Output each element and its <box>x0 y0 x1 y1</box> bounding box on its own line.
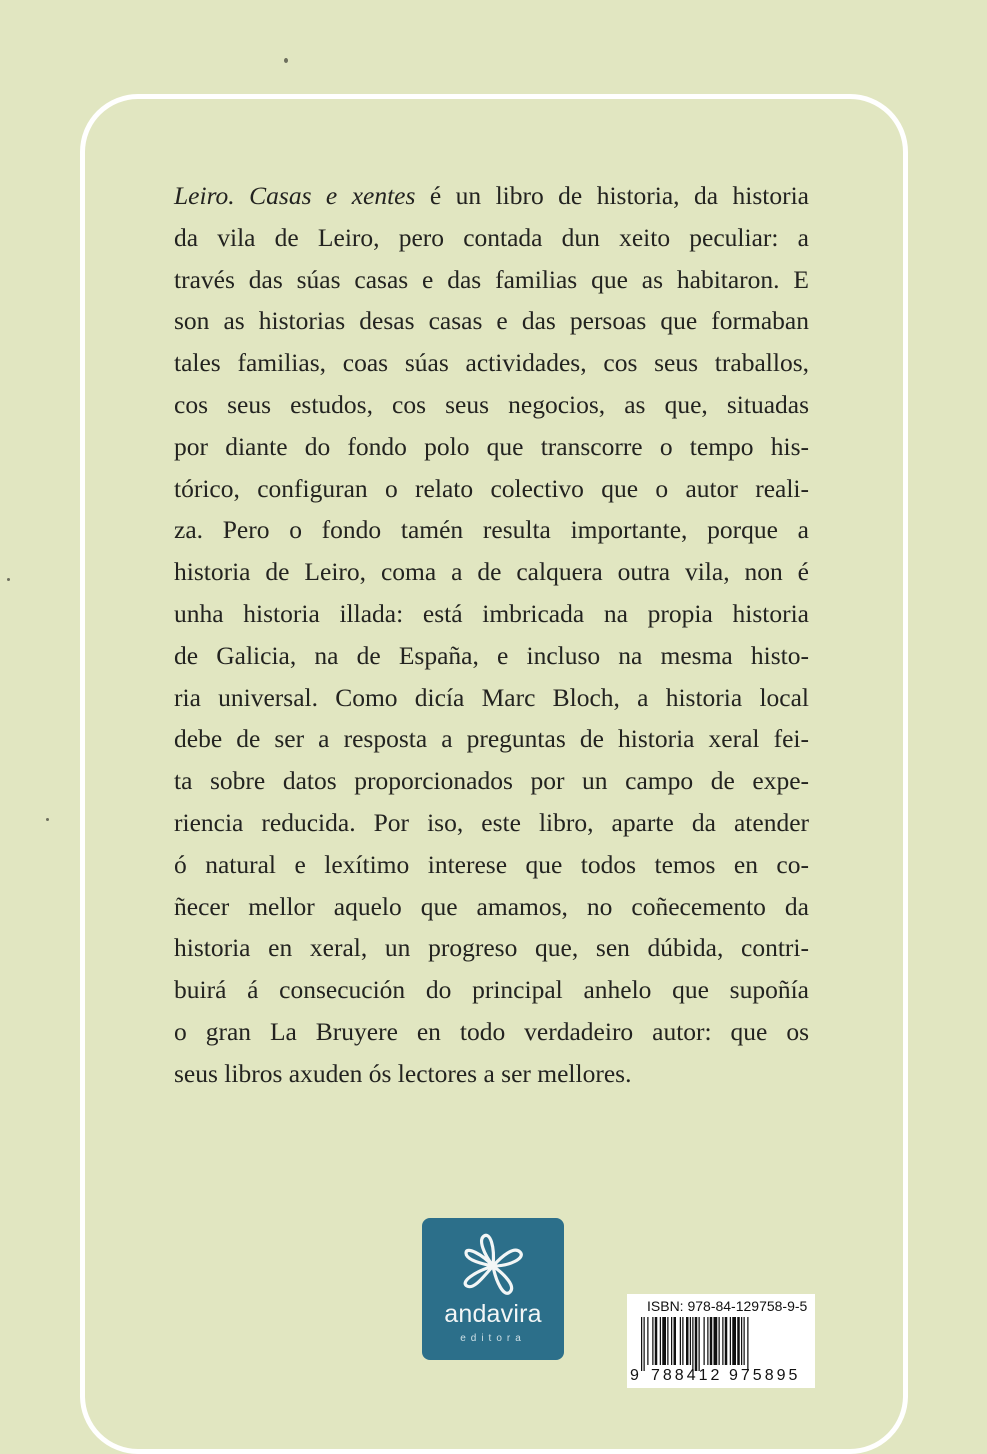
barcode-bar <box>704 1317 705 1365</box>
barcode-bar <box>747 1317 748 1371</box>
blurb-text: za. Pero o fondo tamén resulta importante, porque a <box>174 515 809 545</box>
barcode-bar <box>682 1317 683 1365</box>
blurb-text: historia de Leiro, coma a de calquera outra vila, non é <box>174 557 809 587</box>
barcode-bar <box>671 1317 672 1365</box>
blurb-line <box>174 677 809 719</box>
back-cover-blurb <box>174 175 809 1095</box>
barcode-bars <box>639 1317 805 1371</box>
publisher-name: andavira <box>444 1300 542 1328</box>
blurb-text: buirá á consecución do principal anhelo que supoñía <box>174 975 809 1005</box>
blurb-line <box>174 886 809 928</box>
blurb-text: riencia reducida. Por iso, este libro, aparte da atender <box>174 807 809 837</box>
background-speck <box>7 578 10 581</box>
blurb-line <box>174 342 809 384</box>
blurb-text: por diante do fondo polo que transcorre o tempo his- <box>174 431 809 461</box>
blurb-line <box>174 760 809 802</box>
blurb-line <box>174 259 809 301</box>
blurb-line <box>174 300 809 342</box>
barcode-panel <box>627 1294 815 1388</box>
barcode-bar <box>660 1317 661 1365</box>
book-title: Leiro. Casas e xentes <box>174 181 416 210</box>
barcode-bar <box>692 1317 693 1371</box>
barcode-bar <box>722 1317 723 1365</box>
barcode-bar <box>695 1317 698 1371</box>
barcode-bar <box>674 1317 677 1365</box>
blurb-line <box>174 844 809 886</box>
flower-icon <box>454 1230 532 1304</box>
barcode-bar <box>662 1317 666 1365</box>
blurb-line <box>174 217 809 259</box>
barcode-lead-digit: 9 <box>630 1367 639 1384</box>
blurb-line <box>174 426 809 468</box>
barcode-bar <box>730 1317 731 1365</box>
blurb-line <box>174 593 809 635</box>
blurb-line <box>174 551 809 593</box>
barcode-bar <box>699 1317 700 1371</box>
blurb-line <box>174 802 809 844</box>
blurb-text: ó natural e lexítimo interese que todos temos en co- <box>174 849 809 879</box>
blurb-line <box>174 635 809 677</box>
barcode-left-digits: 788412 <box>651 1367 723 1384</box>
background-speck <box>284 58 288 63</box>
blurb-line <box>174 969 809 1011</box>
barcode-bar <box>744 1317 745 1365</box>
blurb-line <box>174 509 809 551</box>
blurb-line <box>174 1011 809 1053</box>
barcode-bar <box>667 1317 668 1365</box>
blurb-text: da vila de Leiro, pero contada dun xeito peculiar: a <box>174 222 809 252</box>
blurb-text: ta sobre datos proporcionados por un campo de expe- <box>174 766 809 796</box>
background-speck <box>46 818 49 821</box>
blurb-text: historia en xeral, un progreso que, sen dúbida, contri- <box>174 933 809 963</box>
barcode-bar <box>725 1317 728 1365</box>
barcode-bar <box>690 1317 691 1365</box>
blurb-line <box>174 175 809 217</box>
barcode-bar <box>655 1317 658 1365</box>
barcode-bar <box>686 1317 689 1365</box>
barcode-bar <box>710 1317 713 1365</box>
blurb-text: través das súas casas e das familias que as habitaron. E <box>174 264 809 294</box>
barcode-bar <box>719 1317 720 1365</box>
blurb-text: ñecer mellor aquelo que amamos, no coñecemento da <box>174 891 809 921</box>
barcode-bar <box>707 1317 708 1365</box>
barcode-bar <box>647 1317 648 1365</box>
publisher-subtitle: editora <box>460 1333 526 1344</box>
barcode-bar <box>680 1317 681 1365</box>
barcode-bar <box>652 1317 653 1365</box>
blurb-text: tórico, configuran o relato colectivo que o autor reali- <box>174 473 809 503</box>
barcode-right-digits: 975895 <box>729 1367 801 1384</box>
blurb-text: ria universal. Como dicía Marc Bloch, a historia local <box>174 682 809 712</box>
barcode-bar <box>644 1317 645 1371</box>
blurb-line <box>174 384 809 426</box>
barcode-bar <box>732 1317 736 1365</box>
barcode-bar <box>641 1317 642 1371</box>
blurb-line <box>174 468 809 510</box>
barcode-bar <box>714 1317 718 1365</box>
barcode-bar <box>737 1317 740 1365</box>
blurb-text: de Galicia, na de España, e incluso na mesma histo- <box>174 640 809 670</box>
blurb-text: é un libro de historia, da historia <box>415 181 810 210</box>
blurb-line <box>174 718 809 760</box>
barcode-digits <box>627 1367 815 1385</box>
barcode-bar <box>741 1317 742 1365</box>
blurb-text: unha historia illada: está imbricada na propia historia <box>174 598 809 628</box>
isbn-label: ISBN: 978-84-129758-9-5 <box>647 1298 808 1314</box>
blurb-text: o gran La Bruyere en todo verdadeiro autor: que os <box>174 1016 809 1046</box>
blurb-text: seus libros axuden ós lectores a ser mellores. <box>174 1058 632 1088</box>
blurb-text: debe de ser a resposta a preguntas de historia xeral fei- <box>174 724 809 754</box>
blurb-text: son as historias desas casas e das persoas que formaban <box>174 306 809 336</box>
blurb-line <box>174 1053 809 1095</box>
blurb-text: tales familias, coas súas actividades, cos seus traballos, <box>174 348 809 378</box>
blurb-text: cos seus estudos, cos seus negocios, as que, situadas <box>174 389 809 419</box>
publisher-logo <box>422 1218 564 1360</box>
blurb-line <box>174 927 809 969</box>
